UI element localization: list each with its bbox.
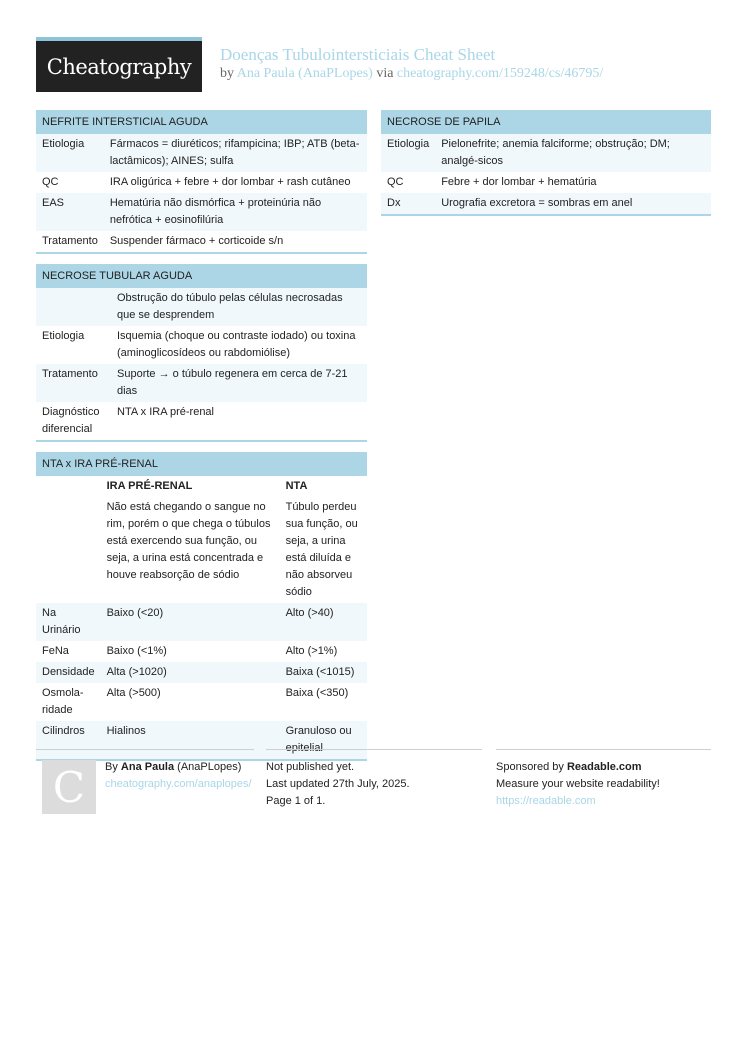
row-value-nta: Túbulo perdeu sua função, ou seja, a urina está diluída e não absorveu sódio bbox=[280, 497, 367, 603]
section-necrose-papila bbox=[381, 110, 711, 216]
left-column bbox=[36, 110, 367, 771]
section-header: NECROSE TUBULAR AGUDA bbox=[36, 264, 367, 288]
avatar[interactable]: C bbox=[42, 760, 96, 814]
ntubular-table bbox=[36, 288, 367, 442]
table-row bbox=[36, 193, 367, 231]
footer-publication bbox=[266, 749, 482, 810]
row-key: Dx bbox=[381, 193, 435, 215]
column-header-ira: IRA PRÉ-RENAL bbox=[106, 480, 193, 492]
table-row bbox=[36, 364, 367, 402]
sponsor-line bbox=[496, 759, 711, 776]
page-count: Page 1 of 1. bbox=[266, 795, 326, 807]
page-title: Doenças Tubulointersticiais Cheat Sheet bbox=[220, 45, 496, 64]
by-text: by bbox=[220, 66, 234, 81]
section-necrose-tubular bbox=[36, 264, 367, 442]
nta-table bbox=[36, 476, 367, 761]
sponsor-url-link[interactable]: https://readable.com bbox=[496, 795, 596, 807]
last-updated: Last updated 27th July, 2025. bbox=[266, 778, 410, 790]
row-value-ira: Não está chegando o sangue no rim, porém o que chega o túbulos está exercendo sua função, ou seja, a urina está concentrada e houve reabsorção de sódio bbox=[101, 497, 280, 603]
row-key: Etiologia bbox=[381, 134, 435, 172]
by-label: By bbox=[105, 761, 118, 773]
author-name-link[interactable]: Ana Paula bbox=[120, 761, 175, 773]
footer-author bbox=[36, 749, 254, 812]
author-handle: (AnaPLopes) bbox=[177, 761, 242, 773]
table-row bbox=[36, 497, 367, 603]
row-key: Cilindros bbox=[36, 721, 101, 760]
row-key bbox=[36, 288, 111, 326]
row-key: Osmola-ridade bbox=[36, 683, 101, 721]
section-header: NECROSE DE PAPILA bbox=[381, 110, 711, 134]
author-link[interactable]: Ana Paula (AnaPLopes) bbox=[236, 66, 373, 81]
row-key: Etiologia bbox=[36, 326, 111, 364]
sponsor-tagline: Measure your website readability! bbox=[496, 778, 660, 790]
papila-table bbox=[381, 134, 711, 216]
footer-sponsor bbox=[496, 749, 711, 810]
row-value-ira: Hialinos bbox=[101, 721, 280, 760]
table-row bbox=[36, 662, 367, 683]
footer-author-line bbox=[105, 759, 254, 776]
row-value: Febre + dor lombar + hematúria bbox=[435, 172, 711, 193]
row-key: Na Urinário bbox=[36, 603, 101, 641]
row-key: QC bbox=[381, 172, 435, 193]
published-status: Not published yet. bbox=[266, 761, 355, 773]
row-value-ira: Alta (>500) bbox=[101, 683, 280, 721]
column-header-nta: NTA bbox=[285, 480, 308, 492]
table-row bbox=[36, 172, 367, 193]
via-text: via bbox=[376, 66, 394, 81]
column-header-empty bbox=[36, 476, 101, 497]
table-row bbox=[36, 134, 367, 172]
row-value: Fármacos = diuréticos; rifampicina; IBP; ATB (beta-lactâmicos); AINES; sulfa bbox=[104, 134, 367, 172]
row-value: Urografia excretora = sombras em anel bbox=[435, 193, 711, 215]
row-value: Pielonefrite; anemia falciforme; obstrução; DM; analgé-sicos bbox=[435, 134, 711, 172]
nefrite-table bbox=[36, 134, 367, 254]
table-row bbox=[36, 231, 367, 253]
row-value-nta: Alto (>40) bbox=[280, 603, 367, 641]
row-value-nta: Baixa (<350) bbox=[280, 683, 367, 721]
byline bbox=[220, 66, 603, 82]
table-row bbox=[36, 683, 367, 721]
row-value: IRA oligúrica + febre + dor lombar + rash cutâneo bbox=[104, 172, 367, 193]
table-row bbox=[36, 402, 367, 441]
row-key bbox=[36, 497, 101, 603]
row-value: Hematúria não dismórfica + proteinúria não nefrótica + eosinofilúria bbox=[104, 193, 367, 231]
row-value: Suspender fármaco + corticoide s/n bbox=[104, 231, 367, 253]
row-value-nta: Alto (>1%) bbox=[280, 641, 367, 662]
author-profile-link[interactable]: cheatography.com/anaplopes/ bbox=[105, 778, 252, 790]
table-row bbox=[36, 288, 367, 326]
row-key: Tratamento bbox=[36, 364, 111, 402]
right-column bbox=[381, 110, 711, 226]
row-value: Isquemia (choque ou contraste iodado) ou toxina (aminoglicosídeos ou rabdomiólise) bbox=[111, 326, 367, 364]
table-row bbox=[36, 326, 367, 364]
section-nefrite bbox=[36, 110, 367, 254]
table-header-row bbox=[36, 476, 367, 497]
row-value: Suporte → o túbulo regenera em cerca de 7-21 dias bbox=[111, 364, 367, 402]
sponsor-link[interactable]: Readable.com bbox=[566, 761, 642, 773]
row-key: Etiologia bbox=[36, 134, 104, 172]
logo-text: Cheatography bbox=[46, 54, 192, 79]
row-value-nta: Granuloso ou epitelial bbox=[280, 721, 367, 760]
cheatography-logo[interactable] bbox=[36, 37, 202, 92]
row-value-ira: Alta (>1020) bbox=[101, 662, 280, 683]
footer bbox=[36, 749, 711, 819]
row-key: FeNa bbox=[36, 641, 101, 662]
row-value-ira: Baixo (<20) bbox=[101, 603, 280, 641]
row-value-ira: Baixo (<1%) bbox=[101, 641, 280, 662]
section-header: NTA x IRA PRÉ-RENAL bbox=[36, 452, 367, 476]
table-row bbox=[381, 193, 711, 215]
row-value: Obstrução do túbulo pelas células necrosadas que se desprendem bbox=[111, 288, 367, 326]
row-key: Tratamento bbox=[36, 231, 104, 253]
table-row bbox=[36, 641, 367, 662]
section-nta-vs-ira bbox=[36, 452, 367, 761]
table-row bbox=[381, 134, 711, 172]
table-row bbox=[36, 603, 367, 641]
sheet-url-link[interactable]: cheatography.com/159248/cs/46795/ bbox=[396, 66, 604, 81]
row-key: Densidade bbox=[36, 662, 101, 683]
row-key: QC bbox=[36, 172, 104, 193]
sponsored-label: Sponsored by bbox=[496, 761, 564, 773]
row-value-nta: Baixa (<1015) bbox=[280, 662, 367, 683]
row-key: Diagnóstico diferencial bbox=[36, 402, 111, 441]
row-key: EAS bbox=[36, 193, 104, 231]
table-row bbox=[381, 172, 711, 193]
row-value: NTA x IRA pré-renal bbox=[111, 402, 367, 441]
section-header: NEFRITE INTERSTICIAL AGUDA bbox=[36, 110, 367, 134]
